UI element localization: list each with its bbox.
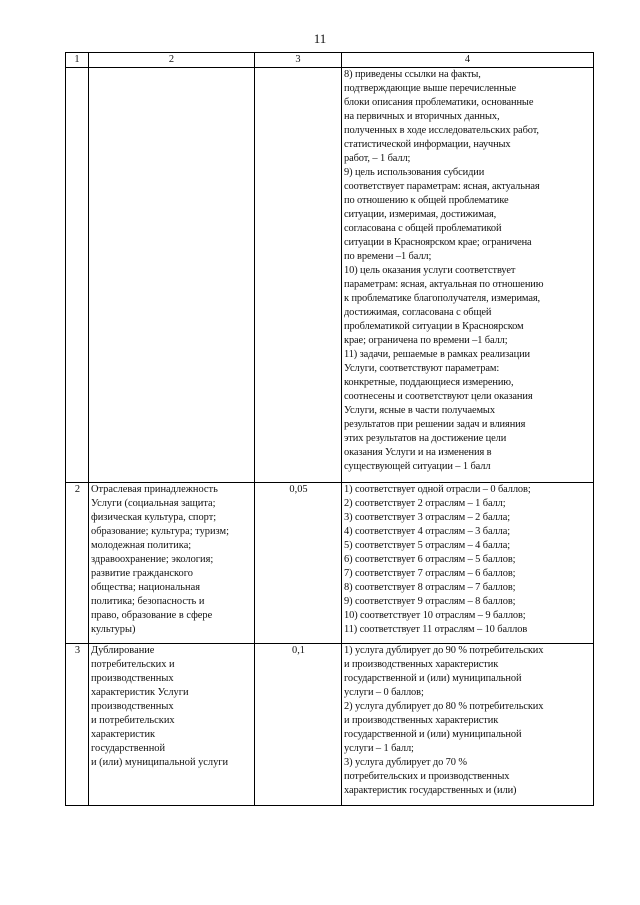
table-header-row — [66, 53, 594, 68]
text-line: на первичных и вторичных данных, — [344, 111, 500, 122]
text-line: работ, – 1 балл; — [344, 153, 411, 164]
text-line: крае; ограничена по времени –1 балл; — [344, 335, 508, 346]
text-line: соответствует параметрам: ясная, актуальная — [344, 181, 540, 192]
text-line: услуги – 0 баллов; — [344, 687, 424, 698]
text-line: и производственных характеристик — [344, 715, 499, 726]
text-line: государственной и (или) муниципальной — [344, 729, 522, 740]
text-line: полученных в ходе исследовательских работ, — [344, 125, 539, 136]
text-line: потребительских и производственных — [344, 771, 510, 782]
row-number-cell: 3 — [66, 644, 89, 806]
text-line: ситуации в Красноярском крае; ограничена — [344, 237, 532, 248]
text-line: 11) соответствует 11 отраслям – 10 баллов — [344, 624, 528, 635]
criterion-cell — [89, 483, 255, 644]
weight-cell: 0,05 — [255, 483, 342, 644]
text-line: политика; безопасность и — [91, 596, 205, 607]
text-line: 8) приведены ссылки на факты, — [344, 69, 481, 80]
text-line: и потребительских — [91, 715, 175, 726]
text-line: характеристик Услуги — [91, 687, 189, 698]
text-line: Отраслевая принадлежность — [91, 484, 218, 495]
table-row — [66, 483, 594, 644]
text-line: развитие гражданского — [91, 568, 193, 579]
text-line: общества; национальная — [91, 582, 201, 593]
text-line: характеристик — [91, 729, 156, 740]
criteria-table — [65, 52, 594, 806]
text-line: проблематикой ситуации в Красноярском — [344, 321, 524, 332]
text-line: по отношению к общей проблематике — [344, 195, 509, 206]
weight-cell — [255, 68, 342, 483]
text-line: этих результатов на достижение цели — [344, 433, 507, 444]
text-line: и производственных характеристик — [344, 659, 499, 670]
text-line: к проблематике благополучателя, измеримая, — [344, 293, 541, 304]
text-line: Услуги (социальная защита; — [91, 498, 216, 509]
text-line: услуги – 1 балл; — [344, 743, 414, 754]
text-line: образование; культура; туризм; — [91, 526, 229, 537]
text-line: и (или) муниципальной услуги — [91, 757, 229, 768]
criterion-cell — [89, 644, 255, 806]
text-line: Услуги, ясные в части получаемых — [344, 405, 495, 416]
text-line: 1) соответствует одной отрасли – 0 баллов; — [344, 484, 531, 495]
text-line: 5) соответствует 5 отраслям – 4 балла; — [344, 540, 511, 551]
criterion-cell — [89, 68, 255, 483]
page-number: 11 — [313, 31, 327, 46]
text-line: производственных — [91, 701, 174, 712]
text-line: 10) цель оказания услуги соответствует — [344, 265, 516, 276]
text-line: достижимая, согласована с общей — [344, 307, 492, 318]
text-line: физическая культура, спорт; — [91, 512, 217, 523]
text-line: существующей ситуации – 1 балл — [344, 461, 491, 472]
text-line: ситуации, измеримая, достижимая, — [344, 209, 497, 220]
text-line: 2) услуга дублирует до 80 % потребительских — [344, 701, 544, 712]
scoring-cell — [342, 68, 594, 483]
text-line: блоки описания проблематики, основанные — [344, 97, 534, 108]
text-line: государственной — [91, 743, 166, 754]
text-line: 2) соответствует 2 отраслям – 1 балл; — [344, 498, 506, 509]
text-line: культуры) — [91, 624, 136, 635]
weight-cell: 0,1 — [255, 644, 342, 806]
table-row — [66, 644, 594, 806]
text-line: оказания Услуги и на изменения в — [344, 447, 492, 458]
row-number-cell: 2 — [66, 483, 89, 644]
text-line: государственной и (или) муниципальной — [344, 673, 522, 684]
column-header-scoring: 4 — [342, 53, 594, 68]
text-line: Услуги, соответствуют параметрам: — [344, 363, 500, 374]
text-line: 11) задачи, решаемые в рамках реализации — [344, 349, 531, 360]
text-line: 4) соответствует 4 отраслям – 3 балла; — [344, 526, 511, 537]
column-header-weight: 3 — [255, 53, 342, 68]
text-line: право, образование в сфере — [91, 610, 213, 621]
text-line: по времени –1 балл; — [344, 251, 432, 262]
text-line: 9) цель использования субсидии — [344, 167, 485, 178]
text-line: 6) соответствует 6 отраслям – 5 баллов; — [344, 554, 516, 565]
text-line: результатов при решении задач и влияния — [344, 419, 526, 430]
scoring-cell — [342, 483, 594, 644]
text-line: 1) услуга дублирует до 90 % потребительских — [344, 645, 544, 656]
text-line: статистической информации, научных — [344, 139, 511, 150]
text-line: 3) услуга дублирует до 70 % — [344, 757, 467, 768]
table-row — [66, 68, 594, 483]
text-line: характеристик государственных и (или) — [344, 785, 517, 796]
text-line: конкретные, поддающиеся измерению, — [344, 377, 514, 388]
text-line: 7) соответствует 7 отраслям – 6 баллов; — [344, 568, 516, 579]
row-number-cell — [66, 68, 89, 483]
text-line: молодежная политика; — [91, 540, 192, 551]
text-line: подтверждающие выше перечисленные — [344, 83, 516, 94]
text-line: здравоохранение; экология; — [91, 554, 214, 565]
text-line: параметрам: ясная, актуальная по отношению — [344, 279, 544, 290]
text-line: 9) соответствует 9 отраслям – 8 баллов; — [344, 596, 516, 607]
text-line: 3) соответствует 3 отраслям – 2 балла; — [344, 512, 511, 523]
text-line: Дублирование — [91, 645, 155, 656]
column-header-number: 1 — [66, 53, 89, 68]
text-line: 10) соответствует 10 отраслям – 9 баллов; — [344, 610, 526, 621]
text-line: согласована с общей проблематикой — [344, 223, 502, 234]
scoring-cell — [342, 644, 594, 806]
text-line: соотнесены и соответствуют цели оказания — [344, 391, 533, 402]
text-line: потребительских и — [91, 659, 175, 670]
column-header-criterion: 2 — [89, 53, 255, 68]
text-line: 8) соответствует 8 отраслям – 7 баллов; — [344, 582, 516, 593]
text-line: производственных — [91, 673, 174, 684]
